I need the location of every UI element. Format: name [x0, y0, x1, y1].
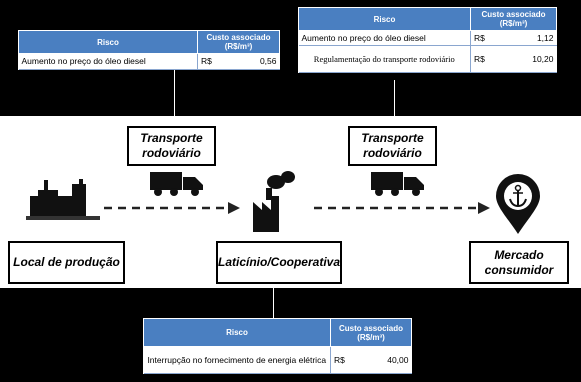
header-cost: Custo associado (R$/m³): [471, 8, 557, 31]
risk-cell: Aumento no preço do óleo diesel: [299, 31, 471, 46]
dairy-box: Laticínio/Cooperativa: [216, 241, 342, 284]
truck-icon: [150, 172, 203, 196]
transport-box-1: Transporte rodoviário: [127, 126, 216, 166]
header-risk: Risco: [299, 8, 471, 31]
market-box: Mercado consumidor: [469, 241, 569, 284]
header-risk: Risco: [144, 319, 331, 347]
header-cost: Custo associado (R$/m³): [198, 31, 280, 54]
risk-cell: Interrupção no fornecimento de energia elétrica: [144, 347, 331, 374]
plant-smoke-icon: [253, 171, 295, 232]
factory-icon: [26, 179, 100, 220]
currency-cell: R$: [198, 54, 225, 70]
header-cost: Custo associado (R$/m³): [331, 319, 412, 347]
value-cell: 40,00: [359, 347, 412, 374]
value-cell: 1,12: [499, 31, 557, 46]
risk-cell: Aumento no preço do óleo diesel: [19, 54, 198, 70]
map-pin-anchor-icon: [496, 174, 540, 234]
value-cell: 0,56: [224, 54, 280, 70]
production-box: Local de produção: [8, 241, 125, 284]
header-risk: Risco: [19, 31, 198, 54]
currency-cell: R$: [471, 46, 500, 73]
currency-cell: R$: [471, 31, 500, 46]
transport-box-2: Transporte rodoviário: [348, 126, 437, 166]
risk-cell: Regulamentação do transporte rodoviário: [299, 46, 471, 73]
currency-cell: R$: [331, 347, 360, 374]
value-cell: 10,20: [499, 46, 557, 73]
truck-icon: [371, 172, 424, 196]
